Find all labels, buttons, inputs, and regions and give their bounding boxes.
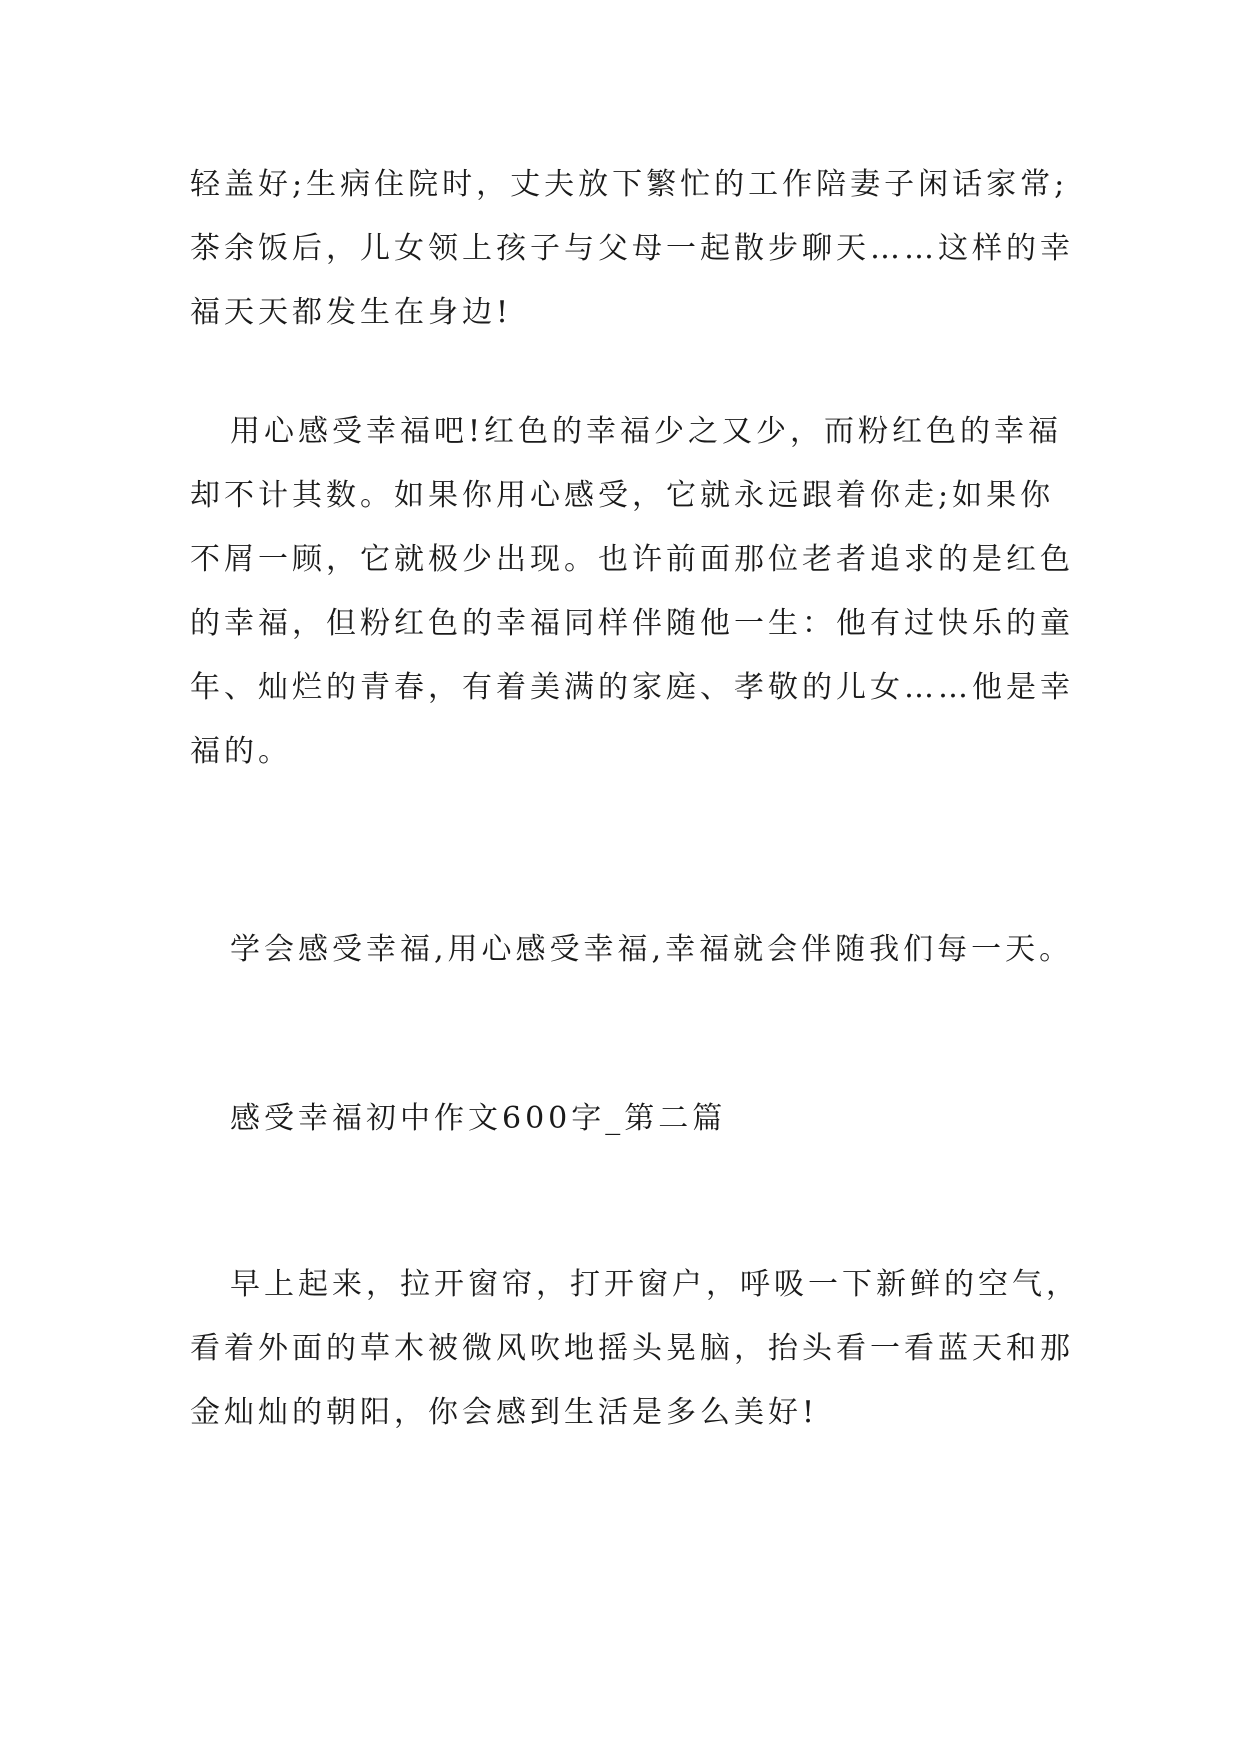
text-line: 看着外面的草木被微风吹地摇头晃脑，抬头看一看蓝天和那 [190, 1331, 1074, 1366]
text-line: 用心感受幸福吧!红色的幸福少之又少，而粉红色的幸福 [230, 414, 1063, 449]
section-title [190, 1087, 1050, 1151]
text-line: 轻盖好;生病住院时，丈夫放下繁忙的工作陪妻子闲话家常; [190, 167, 1069, 202]
title-line: 感受幸福初中作文600字_第二篇 [230, 1101, 727, 1136]
paragraph-feel-happiness [190, 400, 1074, 784]
text-line: 不屑一顾，它就极少出现。也许前面那位老者追求的是红色 [190, 542, 1074, 577]
text-line: 福天天都发生在身边! [190, 295, 513, 330]
text-line: 学会感受幸福,用心感受幸福,幸福就会伴随我们每一天。 [230, 932, 1074, 967]
text-line: 的幸福，但粉红色的幸福同样伴随他一生：他有过快乐的童 [190, 606, 1074, 641]
text-line: 却不计其数。如果你用心感受，它就永远跟着你走;如果你 [190, 478, 1055, 513]
paragraph-conclusion [190, 918, 1074, 982]
text-line: 茶余饭后，儿女领上孩子与父母一起散步聊天……这样的幸 [190, 231, 1074, 266]
text-line: 福的。 [190, 734, 292, 769]
text-line: 早上起来，拉开窗帘，打开窗户，呼吸一下新鲜的空气， [230, 1267, 1080, 1302]
text-line: 年、灿烂的青春，有着美满的家庭、孝敬的儿女……他是幸 [190, 670, 1074, 705]
text-line: 金灿灿的朝阳，你会感到生活是多么美好! [190, 1395, 819, 1430]
paragraph-continuation [190, 153, 1074, 345]
paragraph-morning [190, 1253, 1080, 1445]
